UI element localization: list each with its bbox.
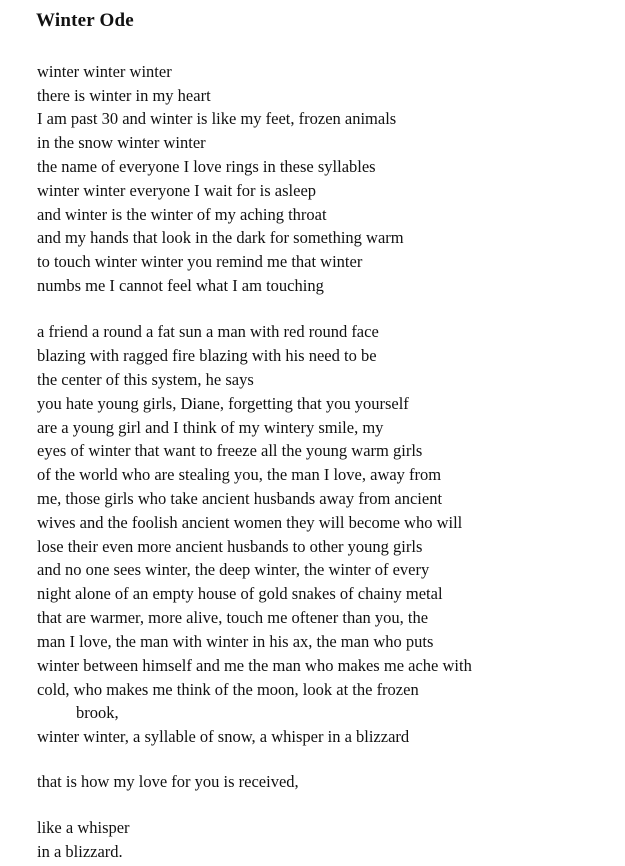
poem-line: and winter is the winter of my aching throat [37, 205, 327, 224]
poem-line: like a whisper [37, 818, 130, 837]
poem-line: winter winter winter [37, 62, 172, 81]
poem-line: wives and the foolish ancient women they will become who will [37, 513, 463, 532]
poem-line: winter between himself and me the man who makes me ache with [37, 656, 472, 675]
poem-line: blazing with ragged fire blazing with his need to be [37, 346, 377, 365]
poem-line: the center of this system, he says [37, 370, 254, 389]
poem-line: that is how my love for you is received, [37, 772, 299, 791]
poem-line: eyes of winter that want to freeze all the young warm girls [37, 441, 423, 460]
poem-line: in the snow winter winter [37, 133, 206, 152]
poem-line: brook, [76, 703, 119, 722]
poem-line: me, those girls who take ancient husbands away from ancient [37, 489, 443, 508]
poem-line: and my hands that look in the dark for something warm [37, 228, 404, 247]
poem-line: there is winter in my heart [37, 86, 211, 105]
poem-line: I am past 30 and winter is like my feet, frozen animals [37, 109, 397, 128]
poem-line: to touch winter winter you remind me that winter [37, 252, 363, 271]
poem-line: cold, who makes me think of the moon, look at the frozen [37, 680, 419, 699]
poem-title: Winter Ode [36, 10, 134, 31]
poem-line: man I love, the man with winter in his ax, the man who puts [37, 632, 434, 651]
poem-line: night alone of an empty house of gold snakes of chainy metal [37, 584, 443, 603]
poem-line: the name of everyone I love rings in these syllables [37, 157, 376, 176]
poem-line: in a blizzard. [37, 842, 123, 861]
poem-line: and no one sees winter, the deep winter, the winter of every [37, 560, 430, 579]
poem-line: that are warmer, more alive, touch me oftener than you, the [37, 608, 429, 627]
poem-line: numbs me I cannot feel what I am touching [37, 276, 324, 295]
poem-line: a friend a round a fat sun a man with red round face [37, 322, 379, 341]
poem-line: winter winter everyone I wait for is asleep [37, 181, 317, 200]
poem-line: lose their even more ancient husbands to other young girls [37, 537, 423, 556]
poem-line: are a young girl and I think of my wintery smile, my [37, 418, 384, 437]
poem-line: of the world who are stealing you, the man I love, away from [37, 465, 442, 484]
poem-line: winter winter, a syllable of snow, a whisper in a blizzard [37, 727, 410, 746]
poem-line: you hate young girls, Diane, forgetting that you yourself [37, 394, 409, 413]
